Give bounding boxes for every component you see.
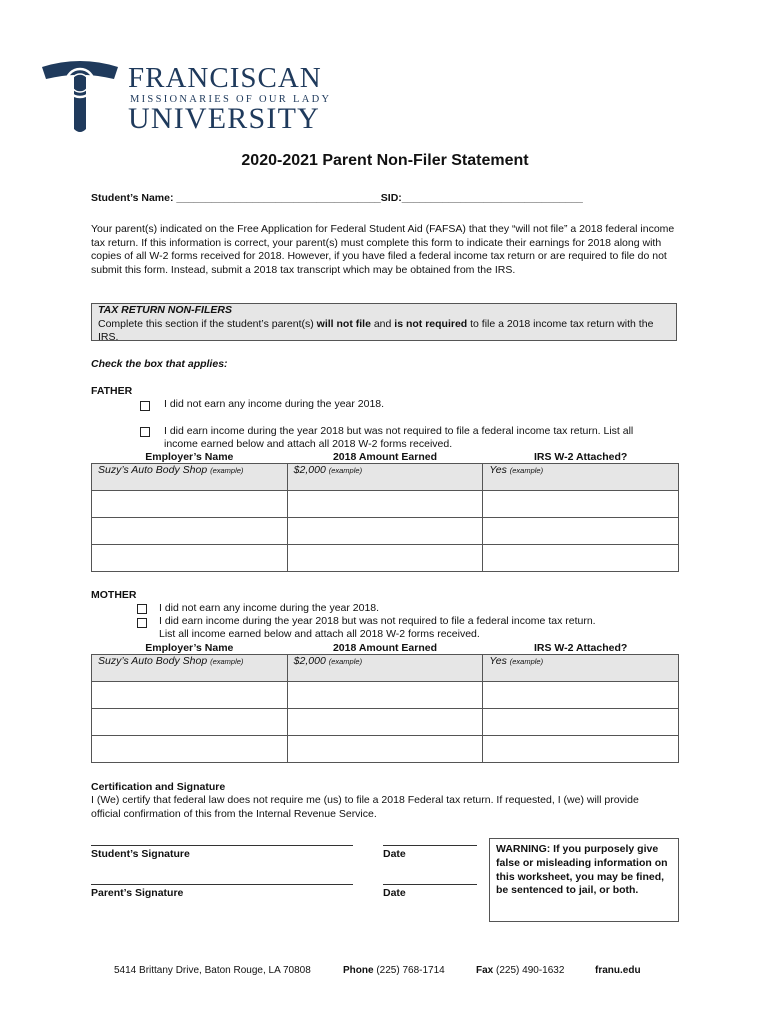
footer-address: 5414 Brittany Drive, Baton Rouge, LA 70808 [114, 965, 311, 976]
fax-number: (225) 490-1632 [496, 965, 565, 976]
parent-signature-label: Parent’s Signature [91, 887, 184, 899]
w2-cell[interactable] [483, 518, 679, 545]
student-name-field[interactable]: ___________________________________ [176, 192, 381, 204]
sid-label: SID: [380, 192, 402, 204]
mother-option1-checkbox[interactable] [137, 604, 147, 614]
nonfilers-text-d: is not required [394, 317, 468, 330]
employer-cell[interactable] [92, 545, 288, 572]
table-row [92, 682, 679, 709]
mother-option2-line2: List all income earned below and attach all 2018 W-2 forms received. [159, 628, 480, 640]
example-amount-text: $2,000 [293, 464, 326, 476]
col-w2-header: IRS W-2 Attached? [483, 642, 679, 655]
mother-option2-line1: I did earn income during the year 2018 but was not required to file a federal income tax return. [159, 615, 596, 627]
col-w2-header: IRS W-2 Attached? [483, 451, 679, 464]
employer-cell[interactable] [92, 518, 288, 545]
footer-phone [343, 965, 445, 976]
student-line [91, 192, 583, 206]
w2-cell[interactable] [483, 709, 679, 736]
check-label: Check the box that applies: [91, 358, 228, 370]
example-amount [287, 655, 483, 682]
table-row-example [92, 655, 679, 682]
footer-website-link[interactable]: franu.edu [595, 965, 641, 976]
table-row [92, 518, 679, 545]
father-option2-line1: I did earn income during the year 2018 but was not required to file a federal income tax return. List all [164, 425, 634, 437]
employer-cell[interactable] [92, 709, 288, 736]
phone-label: Phone [343, 965, 374, 976]
employer-cell[interactable] [92, 736, 288, 763]
father-income-table [91, 451, 679, 572]
logo-line-1: FRANCISCAN [128, 62, 322, 94]
mother-label: MOTHER [91, 589, 137, 601]
example-amount-text: $2,000 [293, 655, 326, 667]
nonfilers-text-c: and [370, 317, 395, 330]
sid-field[interactable]: _______________________________ [401, 192, 583, 204]
parent-signature-line[interactable] [91, 884, 353, 885]
father-option1-checkbox[interactable] [140, 401, 150, 411]
parent-date-line[interactable] [383, 884, 477, 885]
col-amount-header: 2018 Amount Earned [287, 451, 483, 464]
example-w2-text: Yes [489, 655, 507, 667]
employer-cell[interactable] [92, 682, 288, 709]
father-label: FATHER [91, 385, 133, 397]
logo-line-2: MISSIONARIES OF OUR LADY [130, 94, 332, 105]
example-tag: (example) [509, 466, 544, 475]
example-tag: (example) [509, 657, 544, 666]
mother-option2-checkbox[interactable] [137, 618, 147, 628]
student-date-line[interactable] [383, 845, 477, 846]
table-row [92, 491, 679, 518]
logo-line-3: UNIVERSITY [128, 102, 320, 135]
amount-cell[interactable] [287, 545, 483, 572]
nonfilers-heading: TAX RETURN NON-FILERS [98, 304, 232, 316]
student-date-label: Date [383, 848, 406, 860]
student-name-label: Student’s Name: [91, 192, 174, 204]
intro-paragraph: Your parent(s) indicated on the Free Application for Federal Student Aid (FAFSA) that they “will not file” a 2018 federal income tax return. If this information is correct, your parent(s) must complete this form to indicate their earnings for 2018 along with copies of all W-2 forms received for 2018. However, if you have filed a federal income tax return or are required to file do not submit this form. Instead, submit a 2018 tax transcript which may be obtained from the IRS. [91, 223, 675, 276]
father-option1: I did not earn any income during the year 2018. [164, 398, 385, 410]
warning-box: WARNING: If you purposely give false or misleading information on this worksheet, you may be fined, be sentenced to jail, or both. [489, 838, 679, 922]
student-signature-label: Student’s Signature [91, 848, 190, 860]
amount-cell[interactable] [287, 682, 483, 709]
footer-fax [476, 965, 564, 976]
father-option2-line2: income earned below and attach all 2018 W-2 forms received. [164, 438, 453, 450]
certification-heading: Certification and Signature [91, 781, 226, 793]
nonfilers-text-a: Complete this section if the student’s parent(s) [98, 317, 317, 330]
example-w2 [483, 464, 679, 491]
nonfilers-text-e: to file a 2018 income tax return with the IRS. [98, 317, 654, 343]
nonfilers-box [91, 303, 677, 341]
example-tag: (example) [328, 466, 363, 475]
amount-cell[interactable] [287, 491, 483, 518]
example-tag: (example) [210, 657, 244, 666]
employer-cell[interactable] [92, 491, 288, 518]
tau-cross-logo-icon [40, 53, 120, 135]
table-row [92, 545, 679, 572]
col-employer-header: Employer’s Name [92, 642, 288, 655]
mother-option1: I did not earn any income during the year 2018. [159, 602, 380, 614]
nonfilers-text-b: will not file [316, 317, 371, 330]
w2-cell[interactable] [483, 682, 679, 709]
example-tag: (example) [210, 466, 244, 475]
amount-cell[interactable] [287, 736, 483, 763]
table-row [92, 709, 679, 736]
w2-cell[interactable] [483, 736, 679, 763]
mother-income-table [91, 642, 679, 763]
w2-cell[interactable] [483, 491, 679, 518]
amount-cell[interactable] [287, 709, 483, 736]
example-w2-text: Yes [489, 464, 507, 476]
table-row [92, 736, 679, 763]
col-employer-header: Employer’s Name [92, 451, 288, 464]
student-signature-line[interactable] [91, 845, 353, 846]
example-tag: (example) [328, 657, 363, 666]
phone-number: (225) 768-1714 [376, 965, 445, 976]
w2-cell[interactable] [483, 545, 679, 572]
example-employer [92, 464, 288, 491]
example-employer-text: Suzy’s Auto Body Shop [98, 464, 208, 476]
amount-cell[interactable] [287, 518, 483, 545]
certification-text: I (We) certify that federal law does not require me (us) to file a 2018 Federal tax return. If requested, I (we) will provide official confirmation of this from the Internal Revenue Service. [91, 794, 639, 820]
table-row-example [92, 464, 679, 491]
page-title: 2020-2021 Parent Non-Filer Statement [241, 152, 529, 169]
example-employer [92, 655, 288, 682]
nonfilers-text [98, 318, 670, 345]
parent-date-label: Date [383, 887, 406, 899]
example-employer-text: Suzy’s Auto Body Shop [98, 655, 208, 667]
col-amount-header: 2018 Amount Earned [287, 642, 483, 655]
example-amount [287, 464, 483, 491]
fax-label: Fax [476, 965, 494, 976]
example-w2 [483, 655, 679, 682]
father-option2-checkbox[interactable] [140, 427, 150, 437]
